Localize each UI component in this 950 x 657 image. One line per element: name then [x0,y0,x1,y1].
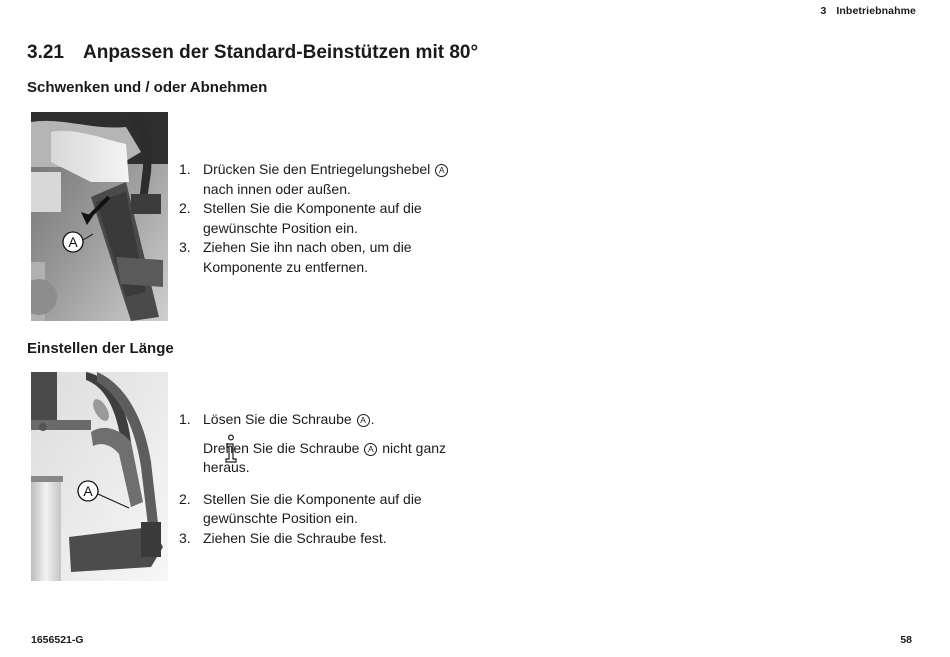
swivel-callout-label: A [68,234,78,250]
info-icon [223,434,239,464]
chapter-number: 3 [820,5,827,17]
legrest-length-photo [31,372,168,581]
step-text-cont: nach innen oder außen. [203,180,351,197]
list-item [179,410,469,430]
step-number: 2. [179,490,191,507]
note-text: Drehen Sie die Schraube [203,439,364,456]
step-number: 3. [179,239,191,255]
step-number: 1. [179,161,191,177]
running-header [820,5,916,17]
step-number: 2. [179,200,191,216]
length-heading: Einstellen der Länge [27,340,174,357]
note [179,439,469,479]
list-item [179,529,469,549]
note-text-cont: nicht ganz heraus. [203,439,447,475]
callout-ref: A [364,443,377,456]
callout-ref: A [357,414,370,427]
step-text: Lösen Sie die Schraube [203,411,356,427]
step-number: 1. [179,411,191,427]
list-item [179,199,469,238]
list-item [179,160,469,199]
step-text: Ziehen Sie ihn nach oben, um die Komponente zu entfernen. [203,239,412,275]
step-text-cont: . [370,411,375,427]
section-title [27,42,478,64]
page-number: 58 [900,634,912,646]
chapter-title: Inbetriebnahme [836,5,916,17]
step-text: Stellen Sie die Komponente auf die gewünschte Position ein. [203,200,422,236]
legrest-release-photo [31,112,168,321]
section-title-text: Anpassen der Standard-Beinstützen mit 80° [83,42,479,63]
section-number: 3.21 [27,42,64,63]
list-item [179,490,469,529]
callout-ref: A [435,164,448,177]
step-number: 3. [179,529,191,546]
length-steps [179,410,469,548]
swivel-steps [179,160,469,277]
step-text: Drücken Sie den Entriegelungshebel [203,161,435,177]
list-item [179,238,469,277]
length-callout-label: A [83,483,93,499]
swivel-heading: Schwenken und / oder Abnehmen [27,79,268,96]
step-text: Ziehen Sie die Schraube fest. [203,529,387,546]
step-text: Stellen Sie die Komponente auf die gewünschte Position ein. [203,490,422,526]
document-number: 1656521-G [31,634,84,646]
